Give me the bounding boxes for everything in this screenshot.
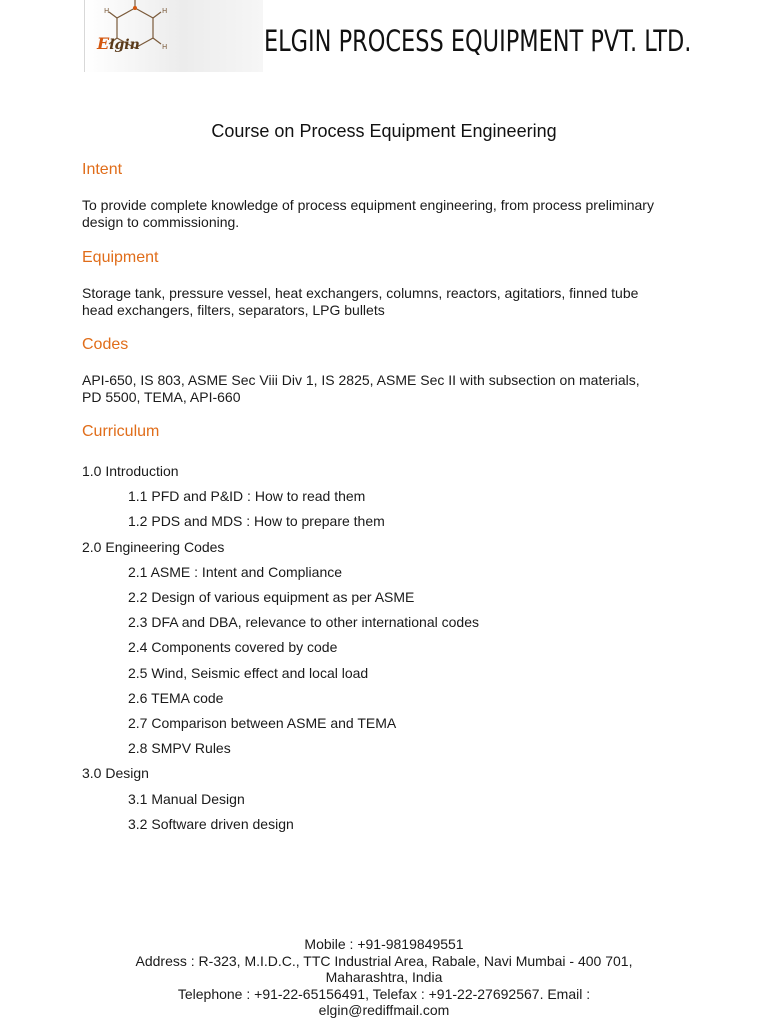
curriculum-module: 2.0 Engineering Codes	[82, 538, 225, 555]
curriculum-topic: 2.6 TEMA code	[128, 689, 224, 706]
curriculum-topic: 1.1 PFD and P&ID : How to read them	[128, 488, 366, 505]
svg-text:H: H	[104, 7, 110, 15]
intent-heading: Intent	[82, 161, 123, 178]
curriculum-module: 3.0 Design	[82, 765, 149, 782]
footer-address-line2: Maharashtra, India	[325, 969, 443, 985]
curriculum-topic: 3.2 Software driven design	[128, 815, 294, 832]
footer-address-line1: Address : R-323, M.I.D.C., TTC Industrial Area, Rabale, Navi Mumbai - 400 701,	[135, 952, 633, 969]
codes-text: API-650, IS 803, ASME Sec Viii Div 1, IS 2825, ASME Sec II with subsection on materials, PD 5500, TEMA, API-660	[82, 372, 640, 405]
footer-email: elgin@rediffmail.com	[318, 1002, 450, 1018]
curriculum-module: 1.0 Introduction	[82, 463, 179, 479]
curriculum-topic: 2.2 Design of various equipment as per ASME	[128, 589, 415, 606]
curriculum-list	[82, 459, 682, 837]
footer-telephone: Telephone : +91-22-65156491, Telefax : +91-22-27692567. Email :	[177, 985, 591, 1002]
intent-text: To provide complete knowledge of process equipment engineering, from process preliminary design to commissioning.	[82, 197, 654, 230]
curriculum-topic: 2.8 SMPV Rules	[128, 740, 231, 757]
logo-wordmark: Elgin	[97, 34, 140, 53]
document-title: Course on Process Equipment Engineering	[211, 121, 557, 141]
company-logo	[84, 0, 263, 72]
letterhead	[84, 0, 694, 72]
equipment-text: Storage tank, pressure vessel, heat exchangers, columns, reactors, agitatiors, finned tube head exchangers, filters, separators, LPG bullets	[82, 285, 639, 318]
curriculum-topic: 3.1 Manual Design	[128, 790, 245, 807]
curriculum-topic: 2.1 ASME : Intent and Compliance	[128, 563, 343, 580]
footer-contact	[0, 936, 768, 1019]
curriculum-topic: 2.7 Comparison between ASME and TEMA	[128, 715, 397, 732]
curriculum-heading: Curriculum	[82, 423, 160, 440]
svg-text:H: H	[162, 7, 168, 15]
curriculum-topic: 1.2 PDS and MDS : How to prepare them	[128, 513, 385, 530]
codes-heading: Codes	[82, 336, 129, 353]
footer-mobile: Mobile : +91-9819849551	[304, 936, 464, 952]
equipment-heading: Equipment	[82, 249, 159, 266]
curriculum-topic: 2.3 DFA and DBA, relevance to other international codes	[128, 614, 479, 631]
svg-text:H: H	[162, 43, 168, 51]
curriculum-topic: 2.4 Components covered by code	[128, 639, 338, 656]
company-name: ELGIN PROCESS EQUIPMENT PVT. LTD.	[264, 24, 692, 58]
curriculum-topic: 2.5 Wind, Seismic effect and local load	[128, 664, 369, 681]
